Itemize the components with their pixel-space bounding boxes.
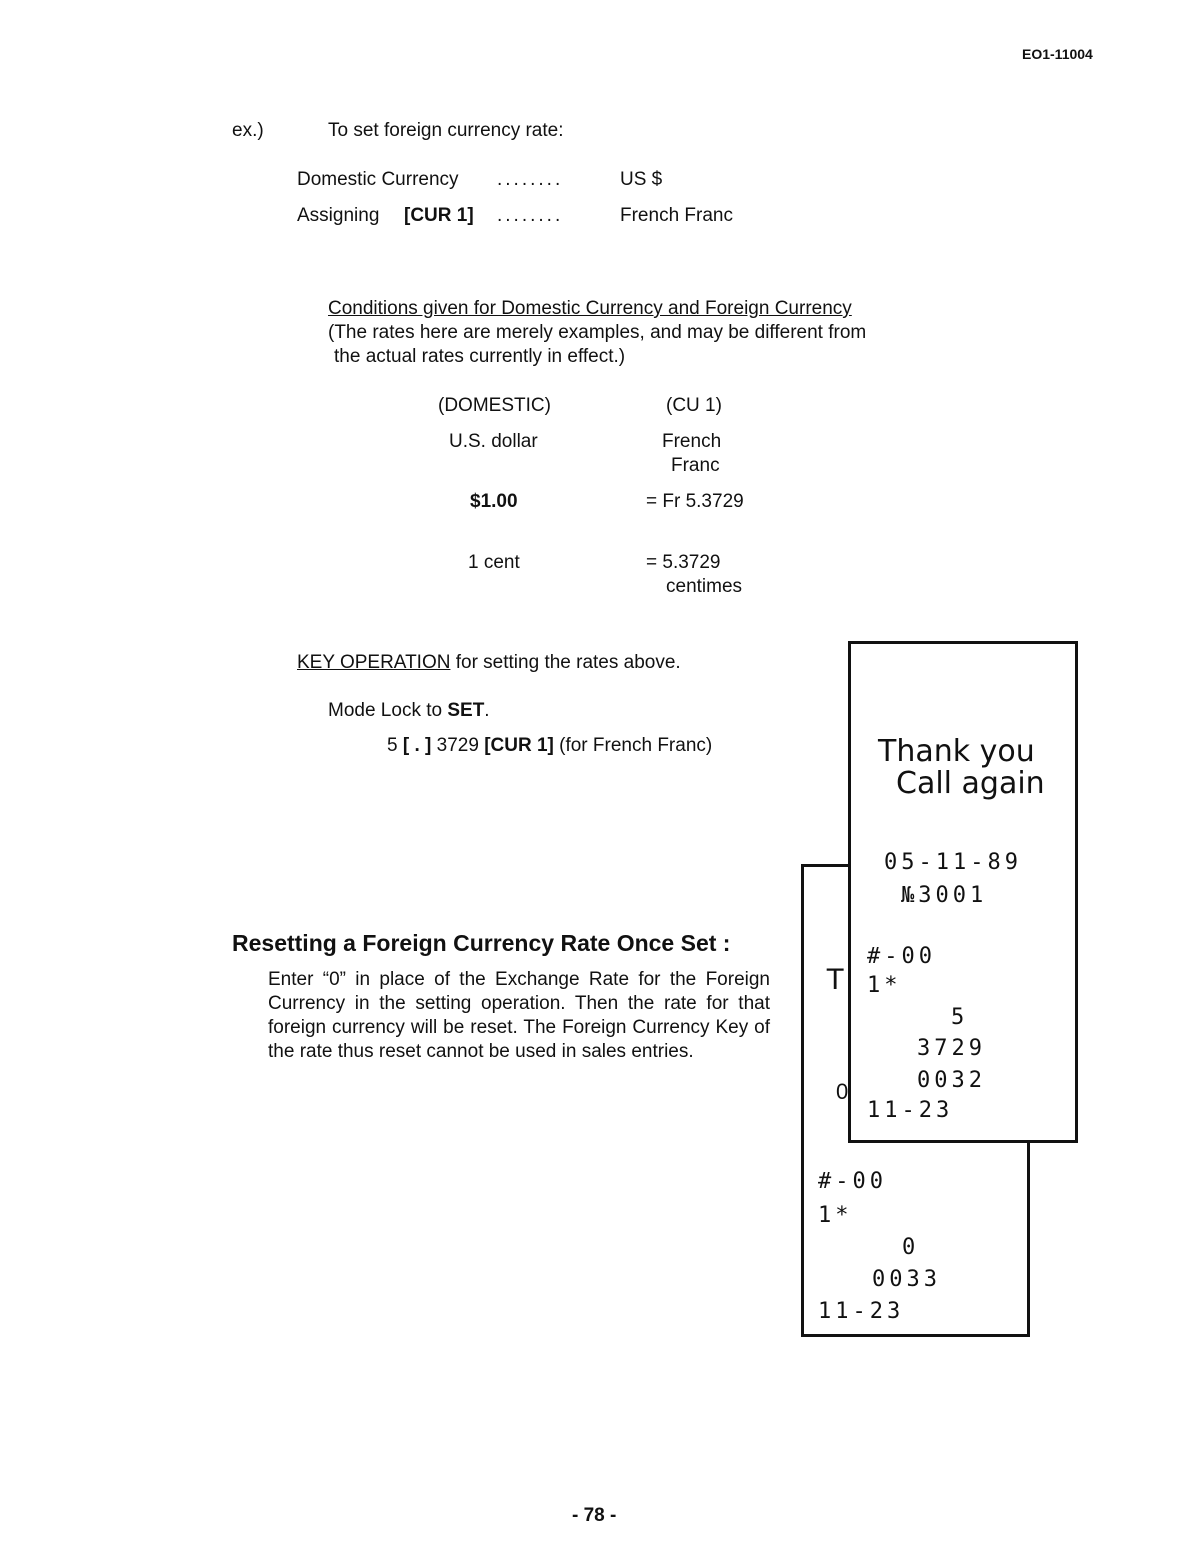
receipt-call-again: Call again bbox=[896, 766, 1045, 801]
assigning-leader: ........ bbox=[497, 205, 564, 226]
foreign-currency-name-line1: French bbox=[662, 431, 722, 452]
example-label: ex.) bbox=[232, 120, 264, 141]
document-number: EO1-11004 bbox=[1022, 46, 1093, 62]
assigning-value: French Franc bbox=[620, 205, 733, 226]
receipt-date: 05-11-89 bbox=[884, 850, 1022, 875]
page-number: - 78 - bbox=[572, 1505, 617, 1526]
mode-lock-instruction: Mode Lock to SET. bbox=[328, 700, 490, 721]
domestic-rate-dollar: $1.00 bbox=[470, 491, 518, 512]
receipt-front-line4: 3729 bbox=[917, 1036, 986, 1061]
receipt-back-line4: 0033 bbox=[872, 1267, 941, 1292]
receipt-back-line3: 0 bbox=[902, 1235, 920, 1260]
domestic-rate-cent: 1 cent bbox=[468, 552, 520, 573]
receipt-back-line5: 11-23 bbox=[818, 1299, 905, 1324]
reset-section-heading: Resetting a Foreign Currency Rate Once Set : bbox=[232, 930, 731, 956]
conditions-note-line2: the actual rates currently in effect.) bbox=[334, 346, 626, 367]
receipt-front-line2: 1* bbox=[867, 973, 902, 998]
assigning-key: [CUR 1] bbox=[404, 205, 474, 226]
domestic-column-header: (DOMESTIC) bbox=[438, 395, 551, 416]
receipt-back-line2: 1* bbox=[818, 1203, 853, 1228]
receipt-back-line1: #-00 bbox=[818, 1169, 887, 1194]
receipt-back-peek-digit: 0 bbox=[836, 1079, 849, 1104]
receipt-back-peek-letter: T bbox=[826, 963, 845, 996]
receipt-front bbox=[848, 641, 1078, 1143]
conditions-note-line1: (The rates here are merely examples, and may be different from bbox=[328, 322, 867, 343]
key-operation-heading: KEY OPERATION for setting the rates above. bbox=[297, 652, 681, 673]
domestic-currency-name: U.S. dollar bbox=[449, 431, 538, 452]
reset-section-body: Enter “0” in place of the Exchange Rate for the Foreign Currency in the setting operation. Then the rate for that foreign currency will be reset. The Foreign Currency Key of the rate thus reset cannot be used in sales entries. bbox=[268, 969, 770, 1062]
domestic-currency-label: Domestic Currency bbox=[297, 169, 459, 190]
receipt-front-line6: 11-23 bbox=[867, 1098, 954, 1123]
receipt-front-line3: 5 bbox=[951, 1005, 969, 1030]
receipt-thank-you: Thank you bbox=[878, 734, 1035, 769]
domestic-currency-leader: ........ bbox=[497, 169, 564, 190]
receipt-front-line1: #-00 bbox=[867, 944, 936, 969]
key-sequence: 5 [ . ] 3729 [CUR 1] (for French Franc) bbox=[387, 735, 713, 756]
foreign-rate-centimes-line2: centimes bbox=[666, 576, 743, 597]
domestic-currency-value: US $ bbox=[620, 169, 663, 190]
assigning-label: Assigning bbox=[297, 205, 380, 226]
foreign-rate-centimes-line1: = 5.3729 bbox=[646, 552, 721, 573]
conditions-heading: Conditions given for Domestic Currency and Foreign Currency bbox=[328, 298, 852, 319]
example-title: To set foreign currency rate: bbox=[328, 120, 564, 141]
foreign-currency-name-line2: Franc bbox=[671, 455, 720, 476]
receipt-front-line5: 0032 bbox=[917, 1068, 986, 1093]
cu1-column-header: (CU 1) bbox=[666, 395, 722, 416]
receipt-store-number: №3001 bbox=[901, 883, 988, 908]
foreign-rate-franc: = Fr 5.3729 bbox=[646, 491, 744, 512]
